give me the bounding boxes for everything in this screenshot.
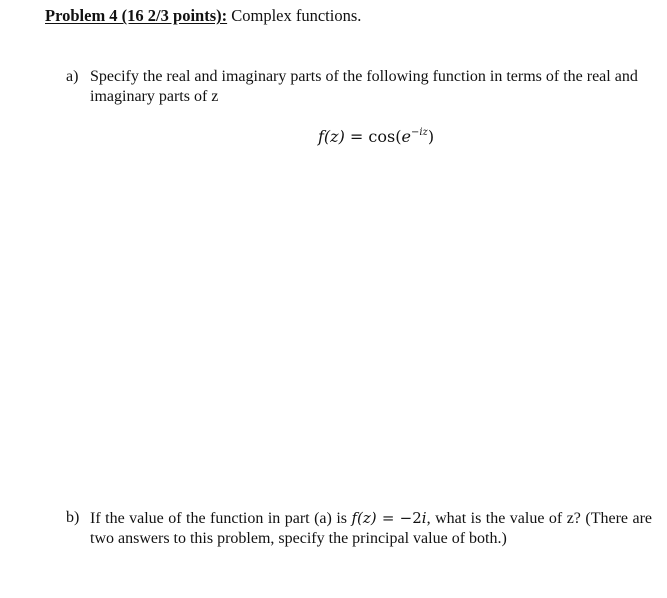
part-b-text-before: If the value of the function in part (a) is (90, 510, 352, 527)
part-b-math-lhs: f(z) (351, 509, 377, 527)
equation-close-paren: ) (427, 127, 435, 146)
equation-equals: = (344, 127, 369, 146)
problem-label: Problem 4 (16 2/3 points): (45, 6, 228, 25)
problem-title: Complex functions. (231, 6, 362, 25)
part-b-text-after: , what is the value of z? (There are two answers to this problem, specify the principal value of both.) (90, 510, 653, 547)
equation (318, 126, 434, 148)
problem-heading (45, 6, 361, 26)
part-b-marker: b) (66, 509, 80, 526)
part-b-math-eq: = −2 (376, 509, 422, 527)
part-a-marker: a) (66, 68, 79, 85)
equation-lhs: f(z) (318, 127, 345, 146)
equation-exponent: −iz (410, 127, 428, 138)
part-b-text (90, 508, 652, 549)
part-a-text: Specify the real and imaginary parts of the following function in terms of the real and imaginary parts of z (90, 68, 638, 105)
equation-func: cos (368, 127, 396, 146)
part-b-math-i: i (421, 509, 427, 527)
equation-base: e (401, 127, 411, 146)
equation-open-paren: ( (395, 127, 402, 146)
